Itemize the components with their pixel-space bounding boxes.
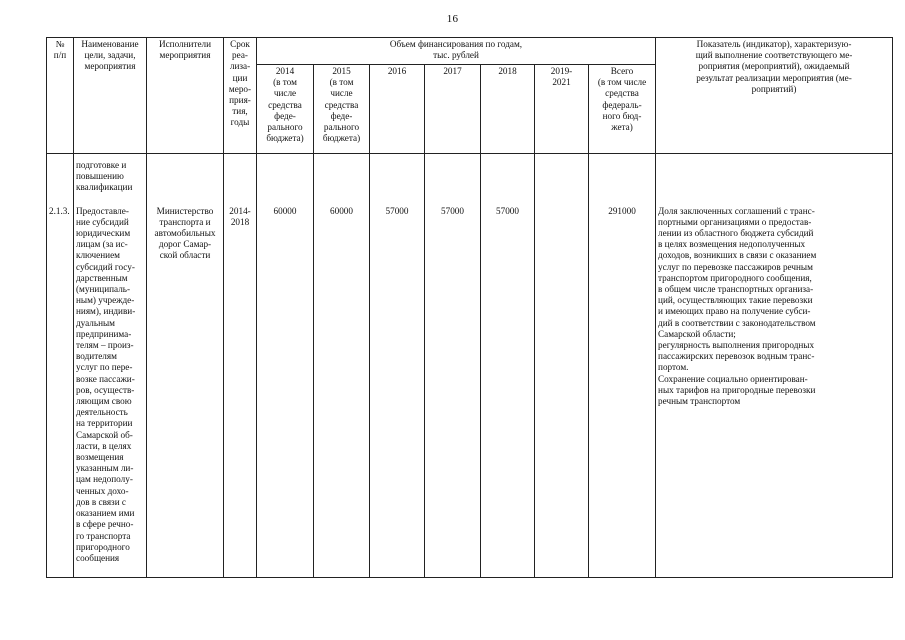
row-value-total: 291000 [589, 195, 656, 566]
row-number: 2.1.3. [47, 195, 74, 566]
cont-cell-2016 [370, 154, 425, 195]
row-value-2018: 57000 [481, 195, 535, 566]
financing-table [46, 37, 893, 578]
bottom-cell-indicator [656, 565, 893, 577]
header-year-2017: 2017 [425, 65, 481, 154]
bottom-cell-total [589, 565, 656, 577]
header-year-2018: 2018 [481, 65, 535, 154]
row-value-2017: 57000 [425, 195, 481, 566]
indicator-line: транспортом пригородного сообщения, [658, 272, 812, 283]
indicator-line: в целях возмещения недополученных [658, 239, 806, 250]
bottom-cell-2019 [535, 565, 589, 577]
cont-cell-2019 [535, 154, 589, 195]
header-name: Наименование цели, задачи, мероприятия [74, 38, 147, 154]
cont-cell-name [74, 154, 147, 195]
bottom-cell-2014 [257, 565, 314, 577]
indicator-line: и имеющих право на получение субси- [658, 306, 811, 317]
cont-cell-2018 [481, 154, 535, 195]
bottom-cell-executor [147, 565, 224, 577]
indicator-line: портом. [658, 362, 689, 373]
header-number: № п/п [47, 38, 74, 154]
bottom-cell-term [224, 565, 257, 577]
continuation-text: подготовке и повышению квалификации [76, 160, 133, 193]
indicator-line: услуг по перевозке пассажиров речным [658, 261, 813, 272]
row-value-2019-2021 [535, 195, 589, 566]
indicator-line: лении из областного бюджета субсидий [658, 228, 814, 239]
bottom-cell-number [47, 565, 74, 577]
indicator-line: Самарской области; [658, 328, 736, 339]
cont-cell-2017 [425, 154, 481, 195]
header-row-1 [47, 38, 893, 65]
cont-cell-2014 [257, 154, 314, 195]
cont-cell-indicator [656, 154, 893, 195]
row-value-2016: 57000 [370, 195, 425, 566]
cont-cell-2015 [314, 154, 370, 195]
header-year-2014: 2014 (в том числе средства феде- рального бюджета) [257, 65, 314, 154]
cont-cell-number [47, 154, 74, 195]
indicator-line: ных тарифов на пригородные перевозки [658, 384, 816, 395]
indicator-line: Доля заключенных соглашений с транс- [658, 205, 815, 216]
row-value-2015: 60000 [314, 195, 370, 566]
header-year-2015: 2015 (в том числе средства феде- рального бюджета) [314, 65, 370, 154]
bottom-cell-2015 [314, 565, 370, 577]
table-row [47, 195, 893, 566]
header-year-2016: 2016 [370, 65, 425, 154]
cont-cell-total [589, 154, 656, 195]
page-number: 16 [446, 13, 459, 25]
indicator-line: речным транспортом [658, 396, 741, 407]
row-indicator [656, 195, 893, 566]
header-year-2019-2021: 2019- 2021 [535, 65, 589, 154]
indicator-line: ций, осуществляющих такие перевозки [658, 295, 813, 306]
indicator-line: портными организациями о предостав- [658, 216, 812, 227]
indicator-text [658, 206, 890, 408]
row-term: 2014- 2018 [224, 195, 257, 566]
cont-cell-term [224, 154, 257, 195]
indicator-line: пассажирских перевозок водным транс- [658, 351, 815, 362]
indicator-line: в общем числе транспортных организа- [658, 284, 814, 295]
bottom-cell-2016 [370, 565, 425, 577]
indicator-line: регулярность выполнения пригородных [658, 340, 815, 351]
header-financing-group: Объем финансирования по годам, тыс. рублей [257, 38, 656, 65]
continuation-row [47, 154, 893, 195]
bottom-cell-2017 [425, 565, 481, 577]
bottom-cell-name [74, 565, 147, 577]
header-executor: Исполнители мероприятия [147, 38, 224, 154]
cont-cell-executor [147, 154, 224, 195]
bottom-cell-2018 [481, 565, 535, 577]
indicator-line: дий в соответствии с законодательством [658, 317, 816, 328]
row-executor: Министерство транспорта и автомобильных дорог Самар- ской области [147, 195, 224, 566]
header-indicator: Показатель (индикатор), характеризую- щий выполнение соответствующего ме- роприятия (мероприятий), ожидаемый результат реализации мероприятия (ме- роприятий) [656, 38, 893, 154]
indicator-line: доходов, возникших в связи с оказанием [658, 250, 817, 261]
row-value-2014: 60000 [257, 195, 314, 566]
table-bottom-row [47, 565, 893, 577]
header-total: Всего (в том числе средства федераль- ного бюд- жета) [589, 65, 656, 154]
header-term: Срок реа- лиза- ции меро- прия- тия, годы [224, 38, 257, 154]
row-name: Предоставле- ние субсидий юридическим лицам (за ис- ключением субсидий госу- дарственным (муниципаль- ным) учрежде- ниям), индиви- дуальным предпринима- телям – произ- водителям услуг по пере- возке пассажи- ров, осуществ- ляющим свою деятельность на территории Самарской об- ласти, в целях возмещения указанным ли- цам недополу- ченных дохо- дов в связи с оказанием ими в сфере речно- го транспорта пригородного сообщения [74, 195, 147, 566]
indicator-line: Сохранение социально ориентирован- [658, 373, 808, 384]
